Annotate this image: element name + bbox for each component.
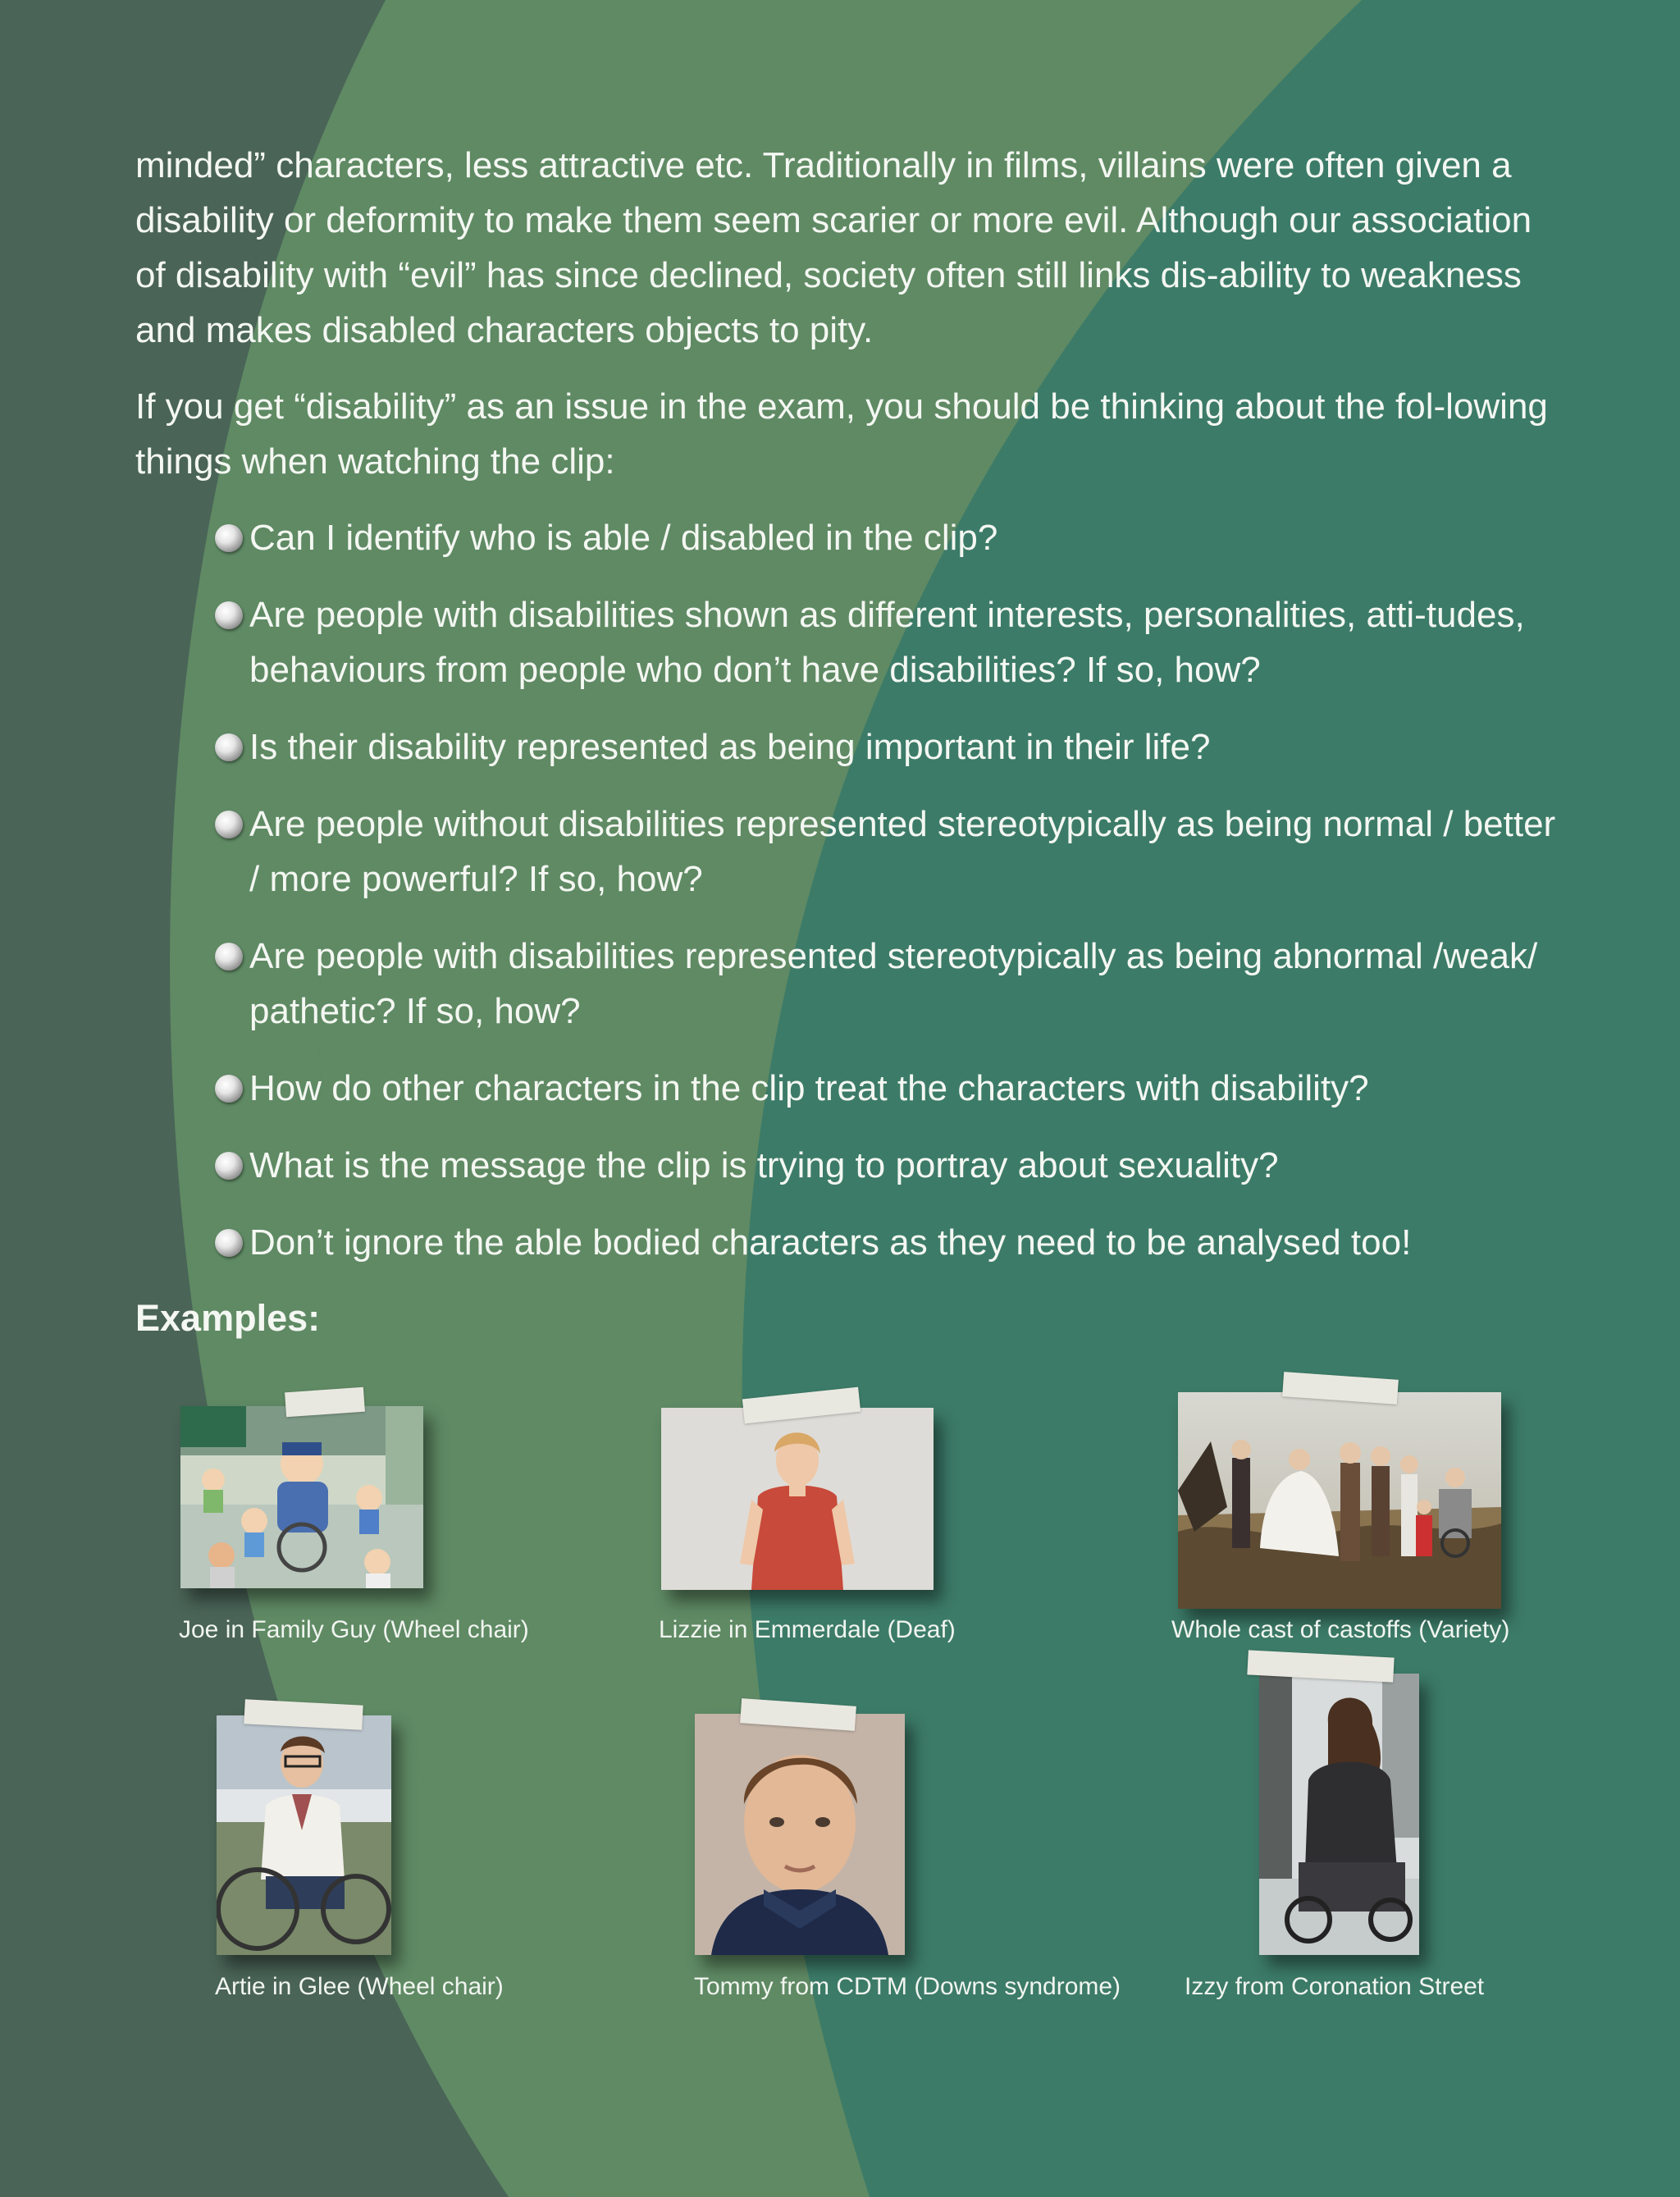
list-item	[215, 1061, 1560, 1116]
list-item	[215, 1215, 1560, 1270]
pearl-bullet-icon	[215, 733, 243, 761]
list-item-text: Don’t ignore the able bodied characters as they need to be analysed too!	[249, 1222, 1412, 1263]
list-item-text: How do other characters in the clip treat the characters with disability?	[249, 1068, 1369, 1108]
tommy-cdtm-photo	[695, 1714, 905, 1955]
list-item-text: Are people with disabilities represented stereotypically as being abnormal /weak/ pathetic? If so, how?	[249, 936, 1538, 1031]
example-caption: Lizzie in Emmerdale (Deaf)	[659, 1616, 956, 1643]
pearl-bullet-icon	[215, 524, 243, 552]
pearl-bullet-icon	[215, 811, 243, 838]
list-item	[215, 587, 1560, 697]
list-item	[215, 797, 1560, 907]
pearl-bullet-icon	[215, 1152, 243, 1180]
list-item	[215, 719, 1560, 774]
list-item	[215, 1138, 1560, 1193]
lead-paragraph: If you get “disability” as an issue in the exam, you should be thinking about the fol-lowing things when watching the clip:	[135, 386, 1548, 482]
izzy-coronation-street-photo	[1259, 1674, 1419, 1955]
lizzie-emmerdale-photo	[661, 1408, 934, 1590]
example-caption: Joe in Family Guy (Wheel chair)	[179, 1616, 529, 1643]
list-item-text: Are people with disabilities shown as different interests, personalities, atti-tudes, behaviours from people who don’t have disabilities? If so, how?	[249, 595, 1525, 690]
list-item	[215, 929, 1560, 1039]
question-list	[215, 510, 1560, 1292]
intro-paragraph: minded” characters, less attractive etc. Traditionally in films, villains were often given a disability or deformity to make them seem scarier or more evil. Although our association of disability with “evil” has since declined, society often still links dis-ability to weakness and makes disabled characters objects to pity.	[135, 145, 1532, 350]
artie-glee-wheelchair-photo	[217, 1715, 391, 1955]
pearl-bullet-icon	[215, 943, 243, 971]
pearl-bullet-icon	[215, 601, 243, 629]
example-caption: Artie in Glee (Wheel chair)	[215, 1973, 504, 2000]
list-item-text: Can I identify who is able / disabled in the clip?	[249, 518, 998, 558]
list-item-text: Are people without disabilities represented stereotypically as being normal / better / more powerful? If so, how?	[249, 804, 1556, 899]
castoffs-cast-photo	[1178, 1392, 1501, 1609]
pearl-bullet-icon	[215, 1075, 243, 1103]
examples-heading: Examples:	[135, 1297, 321, 1339]
family-guy-joe-wheelchair-photo	[180, 1406, 423, 1588]
list-item	[215, 510, 1560, 565]
example-caption: Whole cast of castoffs (Variety)	[1171, 1616, 1510, 1643]
example-caption: Izzy from Coronation Street	[1185, 1973, 1485, 2000]
pearl-bullet-icon	[215, 1229, 243, 1257]
list-item-text: Is their disability represented as being important in their life?	[249, 727, 1211, 767]
example-caption: Tommy from CDTM (Downs syndrome)	[694, 1973, 1121, 2000]
list-item-text: What is the message the clip is trying to portray about sexuality?	[249, 1145, 1279, 1185]
